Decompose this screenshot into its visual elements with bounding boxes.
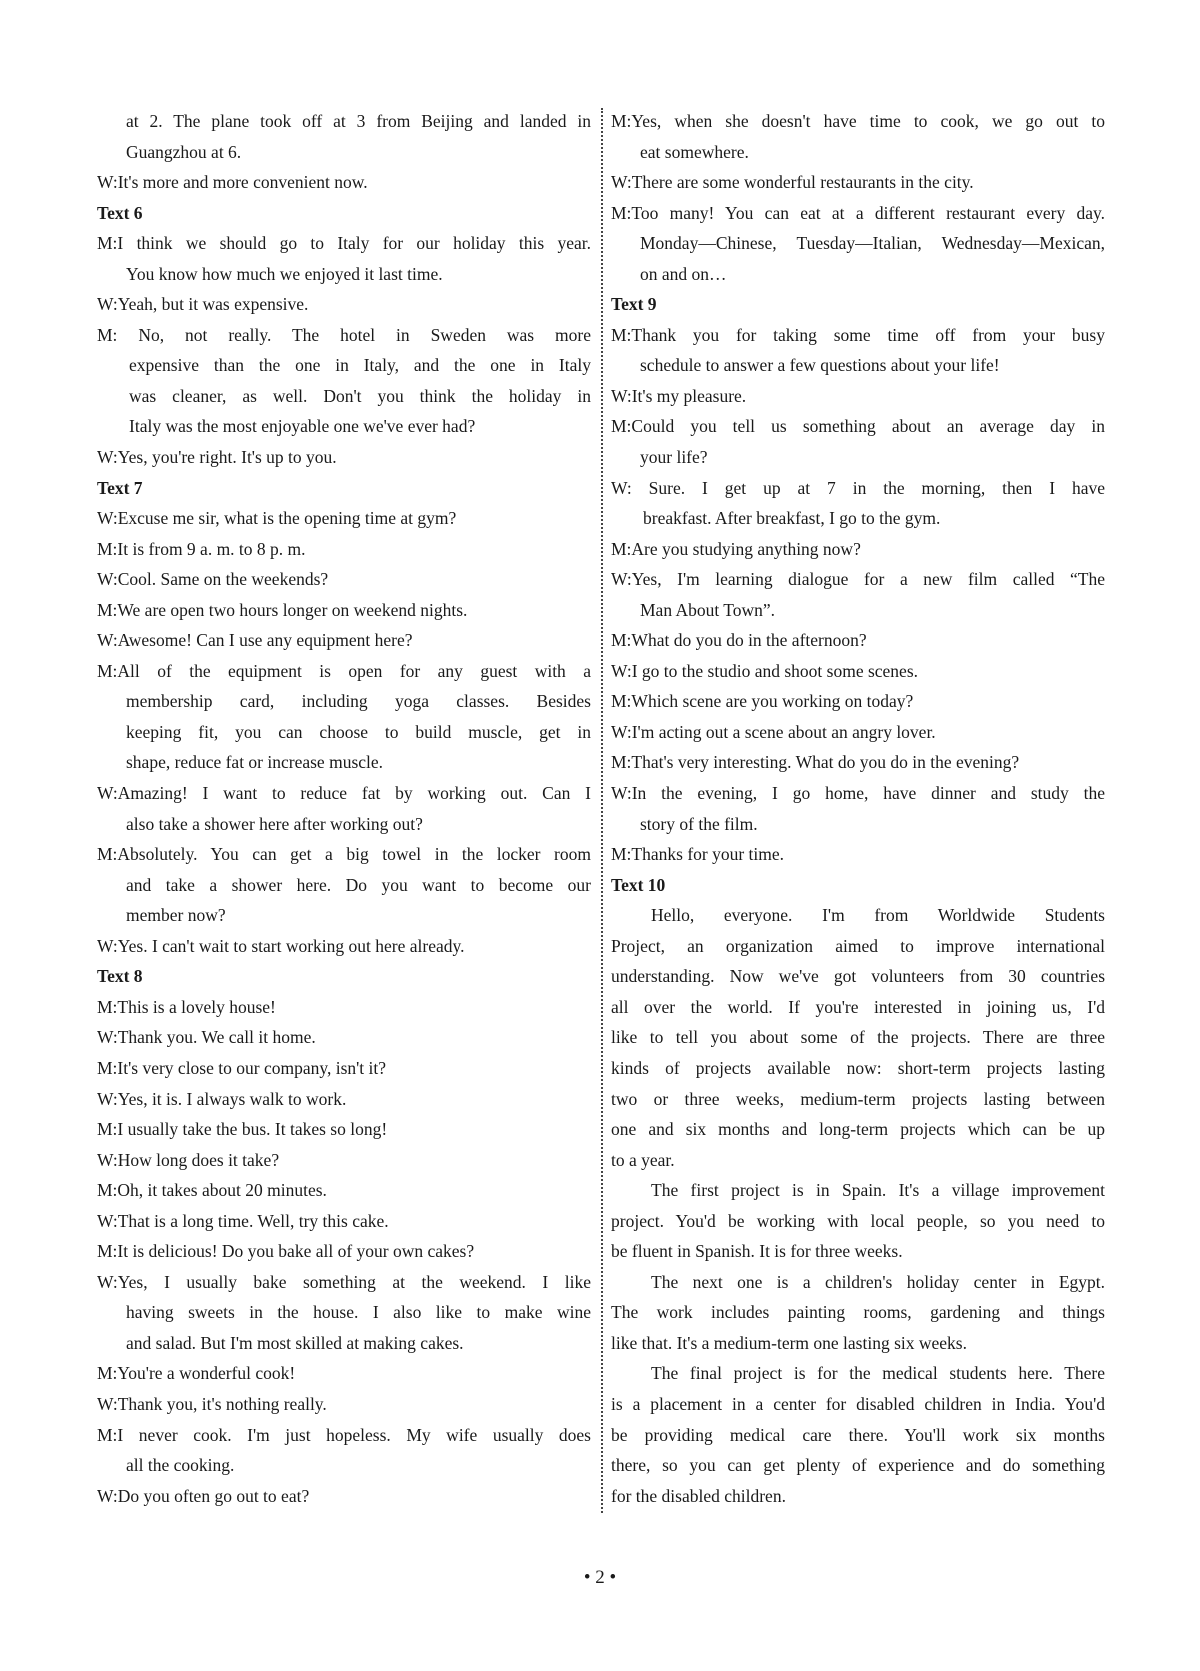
text-line: W:That is a long time. Well, try this cake. [97, 1210, 389, 1231]
text-line: all the cooking. [126, 1455, 235, 1476]
text-line: your life? [640, 447, 708, 468]
text-line: W:Yes, I usually bake something at the weekend. I like [97, 1271, 591, 1292]
text-line: The next one is a children's holiday center in Egypt. [651, 1271, 1105, 1292]
text-line: M:I never cook. I'm just hopeless. My wife usually does [97, 1424, 591, 1445]
text-line: W:Excuse me sir, what is the opening time at gym? [97, 508, 457, 529]
text-line: M:Yes, when she doesn't have time to cook, we go out to [611, 111, 1105, 131]
text-line: W:How long does it take? [97, 1149, 280, 1170]
text-line: W:I'm acting out a scene about an angry lover. [611, 721, 936, 742]
text-line: member now? [126, 905, 226, 926]
text-line: one and six months and long-term projects which can be up [611, 1119, 1105, 1140]
text-line: M:It is from 9 a. m. to 8 p. m. [97, 538, 306, 559]
text-line: W:I go to the studio and shoot some scenes. [611, 660, 919, 681]
text-line: W:Yes, you're right. It's up to you. [97, 447, 337, 468]
text-line: be providing medical care there. You'll work six months [611, 1424, 1105, 1445]
text-line: W:Thank you, it's nothing really. [97, 1393, 327, 1414]
text-line: M:Thank you for taking some time off from your busy [611, 324, 1105, 345]
text-line: understanding. Now we've got volunteers from 30 countries [611, 966, 1105, 987]
text-line: M:Which scene are you working on today? [611, 691, 914, 712]
text-line: schedule to answer a few questions about your life! [640, 355, 1000, 376]
text-line: be fluent in Spanish. It is for three weeks. [611, 1241, 903, 1262]
text-line: W:Amazing! I want to reduce fat by working out. Can I [97, 783, 591, 804]
text-line: all over the world. If you're interested in joining us, I'd [611, 996, 1105, 1017]
text-line: The first project is in Spain. It's a village improvement [651, 1180, 1105, 1201]
text-line: M:You're a wonderful cook! [97, 1363, 296, 1384]
text-line: M:It is delicious! Do you bake all of your own cakes? [97, 1241, 475, 1262]
right-column [611, 106, 1105, 1511]
section-heading: Text 10 [611, 874, 666, 895]
text-line: W: Sure. I get up at 7 in the morning, then I have [611, 477, 1105, 498]
text-line: two or three weeks, medium-term projects lasting between [611, 1088, 1105, 1109]
text-line: like that. It's a medium-term one lasting six weeks. [611, 1332, 967, 1353]
text-line: M:This is a lovely house! [97, 996, 276, 1017]
text-line: W:In the evening, I go home, have dinner and study the [611, 783, 1105, 804]
text-line: W:Cool. Same on the weekends? [97, 569, 329, 590]
text-line: W:Yes, it is. I always walk to work. [97, 1088, 347, 1109]
text-line: W:Awesome! Can I use any equipment here? [97, 630, 413, 651]
text-line: The final project is for the medical students here. There [651, 1363, 1105, 1384]
section-heading: Text 6 [97, 202, 143, 223]
text-line: W:There are some wonderful restaurants in the city. [611, 172, 974, 193]
text-line: and take a shower here. Do you want to become our [126, 874, 591, 895]
text-line: W:It's my pleasure. [611, 385, 747, 406]
text-line: W:Yes, I'm learning dialogue for a new film called “The [611, 569, 1105, 590]
section-heading: Text 7 [97, 477, 143, 498]
text-line: was cleaner, as well. Don't you think the holiday in [129, 385, 591, 406]
text-line: M:Absolutely. You can get a big towel in the locker room [97, 844, 591, 865]
text-line: for the disabled children. [611, 1485, 786, 1506]
text-line: there, so you can get plenty of experience and do something [611, 1455, 1105, 1476]
text-line: also take a shower here after working out? [126, 813, 423, 834]
text-line: M:That's very interesting. What do you do in the evening? [611, 752, 1020, 773]
text-line: having sweets in the house. I also like to make wine [126, 1302, 591, 1323]
text-line: M:Too many! You can eat at a different restaurant every day. [611, 202, 1105, 223]
text-line: story of the film. [640, 813, 758, 834]
text-line: You know how much we enjoyed it last time. [126, 263, 443, 284]
text-line: W:Thank you. We call it home. [97, 1027, 316, 1048]
text-line: W:It's more and more convenient now. [97, 172, 368, 193]
text-line: M:Could you tell us something about an average day in [611, 416, 1105, 437]
text-line: eat somewhere. [640, 141, 749, 162]
text-line: is a placement in a center for disabled children in India. You'd [611, 1393, 1105, 1414]
text-line: breakfast. After breakfast, I go to the gym. [643, 508, 941, 529]
text-line: and salad. But I'm most skilled at making cakes. [126, 1332, 464, 1353]
text-line: expensive than the one in Italy, and the one in Italy [129, 355, 591, 376]
text-line: Monday—Chinese, Tuesday—Italian, Wednesday—Mexican, [640, 233, 1105, 254]
text-line: to a year. [611, 1149, 675, 1170]
column-divider [601, 108, 603, 1513]
text-line: keeping fit, you can choose to build muscle, get in [126, 721, 591, 742]
text-line: Hello, everyone. I'm from Worldwide Students [651, 905, 1105, 926]
text-line: W:Do you often go out to eat? [97, 1485, 310, 1506]
text-line: Guangzhou at 6. [126, 141, 242, 162]
text-line: like to tell you about some of the projects. There are three [611, 1027, 1105, 1048]
text-line: The work includes painting rooms, gardening and things [611, 1302, 1105, 1323]
text-line: M:We are open two hours longer on weekend nights. [97, 599, 468, 620]
text-line: M:I think we should go to Italy for our holiday this year. [97, 233, 591, 254]
text-line: M:I usually take the bus. It takes so long! [97, 1119, 388, 1140]
section-heading: Text 9 [611, 294, 657, 315]
text-line: membership card, including yoga classes. Besides [126, 691, 591, 712]
text-line: M:Thanks for your time. [611, 844, 785, 865]
section-heading: Text 8 [97, 966, 143, 987]
text-line: kinds of projects available now: short-term projects lasting [611, 1057, 1105, 1078]
text-line: W:Yes. I can't wait to start working out here already. [97, 935, 465, 956]
text-line: Project, an organization aimed to improve international [611, 935, 1105, 956]
text-line: project. You'd be working with local people, so you need to [611, 1210, 1105, 1231]
text-line: M:It's very close to our company, isn't it? [97, 1057, 387, 1078]
text-line: on and on… [640, 263, 727, 284]
page-number: • 2 • [583, 1567, 617, 1588]
text-line: W:Yeah, but it was expensive. [97, 294, 309, 315]
text-line: M:Are you studying anything now? [611, 538, 861, 559]
text-line: Man About Town”. [640, 599, 776, 620]
text-line: M:All of the equipment is open for any guest with a [97, 660, 591, 681]
left-column [97, 106, 591, 1511]
text-line: M:Oh, it takes about 20 minutes. [97, 1180, 327, 1201]
text-line: Italy was the most enjoyable one we've ever had? [129, 416, 476, 437]
text-line: M:What do you do in the afternoon? [611, 630, 867, 651]
text-line: shape, reduce fat or increase muscle. [126, 752, 384, 773]
text-line: M: No, not really. The hotel in Sweden was more [97, 324, 591, 345]
text-line: at 2. The plane took off at 3 from Beijing and landed in [126, 111, 591, 131]
